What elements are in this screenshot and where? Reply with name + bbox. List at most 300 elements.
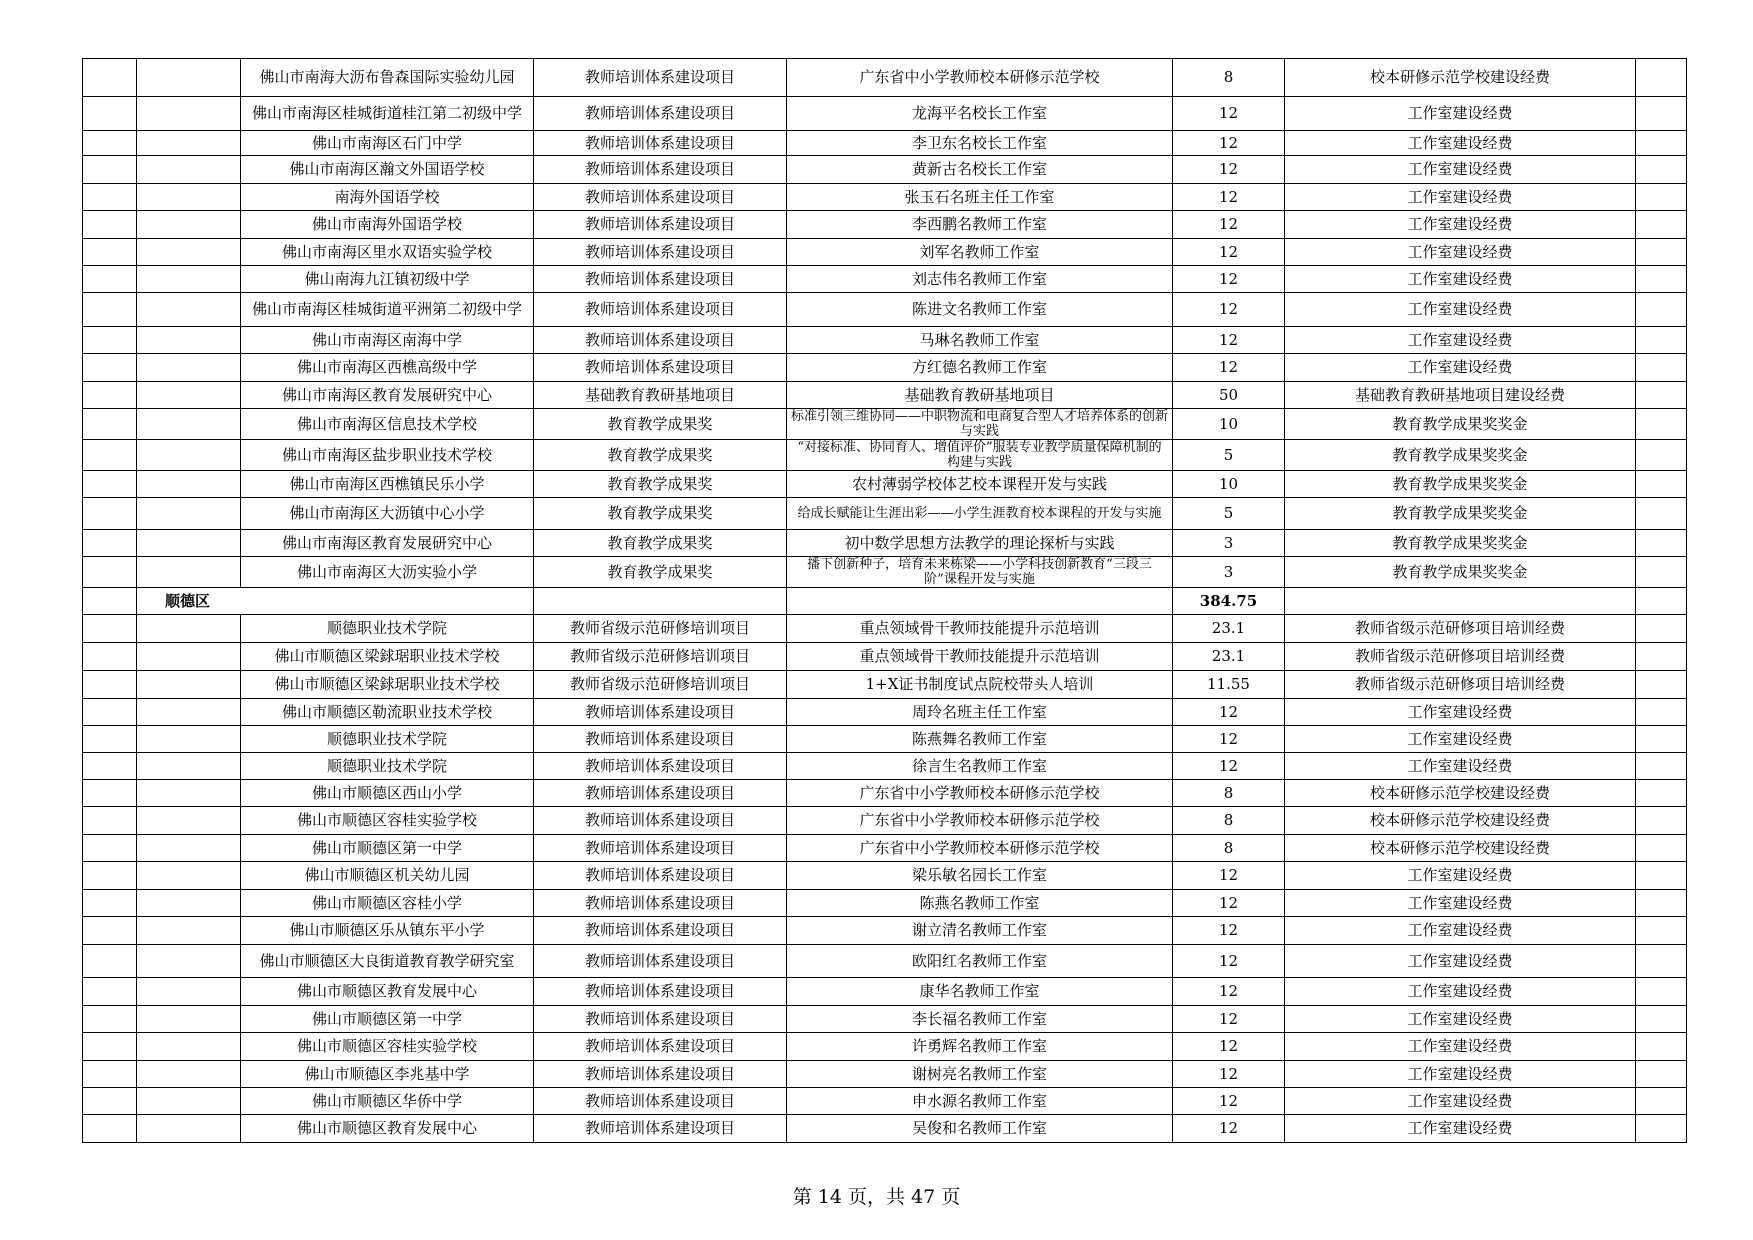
table-row bbox=[83, 780, 1687, 807]
project-cell bbox=[787, 131, 1173, 156]
purpose-text: 教育教学成果奖奖金 bbox=[1392, 533, 1528, 552]
index-cell bbox=[83, 97, 137, 131]
amount-text: 8 bbox=[1223, 68, 1234, 86]
category-cell bbox=[534, 327, 787, 354]
category-text: 教师培训体系建设项目 bbox=[584, 866, 735, 884]
purpose-cell bbox=[1285, 978, 1636, 1006]
unit-cell bbox=[241, 1115, 534, 1143]
amount-cell bbox=[1173, 671, 1285, 699]
index-cell bbox=[83, 327, 137, 354]
group-cell bbox=[137, 97, 241, 131]
table-row bbox=[83, 890, 1687, 917]
category-text: 教师培训体系建设项目 bbox=[584, 1037, 735, 1055]
category-text: 教师培训体系建设项目 bbox=[584, 104, 735, 122]
unit-text: 佛山市南海区大沥镇中心小学 bbox=[289, 505, 485, 522]
unit-cell bbox=[241, 780, 534, 807]
project-text: 基础教育教研基地项目 bbox=[904, 385, 1055, 404]
amount-text: 10 bbox=[1218, 414, 1239, 433]
note-cell bbox=[1636, 184, 1687, 211]
unit-cell bbox=[241, 753, 534, 780]
group-cell bbox=[137, 753, 241, 780]
purpose-cell bbox=[1285, 1033, 1636, 1061]
group-cell bbox=[137, 862, 241, 890]
project-cell bbox=[787, 699, 1173, 726]
purpose-cell bbox=[1285, 643, 1636, 671]
index-cell bbox=[83, 266, 137, 293]
project-cell bbox=[787, 1033, 1173, 1061]
amount-cell bbox=[1173, 726, 1285, 753]
category-cell bbox=[534, 1033, 787, 1061]
category-text: 教师省级示范研修培训项目 bbox=[569, 675, 750, 693]
category-text: 教育教学成果奖 bbox=[607, 533, 713, 552]
project-text: 张玉石名班主任工作室 bbox=[904, 187, 1055, 206]
category-text: 教师培训体系建设项目 bbox=[584, 1119, 735, 1137]
amount-text: 12 bbox=[1218, 893, 1239, 912]
unit-text: 佛山市顺德区第一中学 bbox=[311, 839, 462, 857]
group-cell bbox=[137, 945, 241, 978]
purpose-text: 校本研修示范学校建设经费 bbox=[1369, 811, 1550, 829]
purpose-text: 教育教学成果奖奖金 bbox=[1392, 504, 1528, 522]
note-cell bbox=[1636, 1061, 1687, 1088]
unit-cell bbox=[241, 1088, 534, 1115]
index-cell bbox=[83, 156, 137, 184]
index-cell bbox=[83, 726, 137, 753]
project-text: 标准引领三维协同——中职物流和电商复合型人才培养体系的创新与实践 bbox=[791, 409, 1168, 439]
unit-text: 佛山市顺德区容桂实验学校 bbox=[296, 1038, 477, 1055]
unit-cell bbox=[241, 1006, 534, 1033]
group-cell bbox=[137, 917, 241, 945]
purpose-cell bbox=[1285, 557, 1636, 588]
purpose-cell bbox=[1285, 917, 1636, 945]
project-text: 李西鹏名教师工作室 bbox=[911, 215, 1047, 233]
amount-text: 12 bbox=[1218, 756, 1239, 775]
table-row bbox=[83, 266, 1687, 293]
category-cell bbox=[534, 978, 787, 1006]
category-text: 教师培训体系建设项目 bbox=[584, 702, 735, 721]
category-cell bbox=[534, 890, 787, 917]
unit-text: 佛山南海九江镇初级中学 bbox=[304, 270, 470, 288]
unit-text: 佛山市顺德区大良街道教育教学研究室 bbox=[259, 952, 515, 970]
category-cell bbox=[534, 211, 787, 239]
project-text: 李长福名教师工作室 bbox=[911, 1009, 1047, 1028]
amount-cell bbox=[1173, 890, 1285, 917]
category-text: 教师培训体系建设项目 bbox=[584, 215, 735, 233]
amount-text: 12 bbox=[1218, 358, 1239, 376]
category-cell bbox=[534, 293, 787, 327]
amount-text: 12 bbox=[1218, 242, 1239, 261]
project-text: 马琳名教师工作室 bbox=[919, 330, 1040, 349]
project-text: 广东省中小学教师校本研修示范学校 bbox=[859, 783, 1100, 802]
amount-cell bbox=[1173, 1061, 1285, 1088]
index-cell bbox=[83, 557, 137, 588]
unit-text: 佛山市顺德区李兆基中学 bbox=[304, 1065, 470, 1083]
unit-text: 佛山市南海区西樵高级中学 bbox=[296, 359, 477, 376]
index-cell bbox=[83, 753, 137, 780]
category-text: 教师培训体系建设项目 bbox=[584, 187, 735, 206]
category-cell bbox=[534, 97, 787, 131]
amount-cell bbox=[1173, 615, 1285, 643]
unit-text: 顺德职业技术学院 bbox=[326, 757, 447, 775]
note-cell bbox=[1636, 354, 1687, 382]
project-text: 陈燕舞名教师工作室 bbox=[911, 729, 1047, 748]
table-row bbox=[83, 1033, 1687, 1061]
group-cell bbox=[137, 780, 241, 807]
note-cell bbox=[1636, 382, 1687, 409]
project-cell bbox=[787, 780, 1173, 807]
unit-cell bbox=[241, 807, 534, 835]
amount-text: 11.55 bbox=[1207, 675, 1250, 693]
unit-cell bbox=[241, 498, 534, 530]
group-cell bbox=[137, 1006, 241, 1033]
unit-cell bbox=[241, 211, 534, 239]
purpose-cell bbox=[1285, 266, 1636, 293]
category-cell bbox=[534, 862, 787, 890]
amount-cell bbox=[1173, 643, 1285, 671]
purpose-text: 教育教学成果奖奖金 bbox=[1392, 474, 1528, 493]
note-cell bbox=[1636, 156, 1687, 184]
amount-cell bbox=[1173, 1006, 1285, 1033]
category-cell bbox=[534, 1088, 787, 1115]
index-cell bbox=[83, 498, 137, 530]
note-cell bbox=[1636, 807, 1687, 835]
category-cell bbox=[534, 753, 787, 780]
note-cell bbox=[1636, 59, 1687, 97]
amount-cell bbox=[1173, 1088, 1285, 1115]
table-row bbox=[83, 97, 1687, 131]
purpose-cell bbox=[1285, 862, 1636, 890]
project-cell bbox=[787, 530, 1173, 557]
note-cell bbox=[1636, 266, 1687, 293]
category-text: 基础教育教研基地项目 bbox=[584, 385, 735, 404]
group-cell bbox=[137, 59, 241, 97]
unit-text: 佛山市南海区石门中学 bbox=[311, 134, 462, 152]
purpose-cell bbox=[1285, 293, 1636, 327]
index-cell bbox=[83, 131, 137, 156]
project-text: 广东省中小学教师校本研修示范学校 bbox=[859, 68, 1100, 86]
category-text: 教师培训体系建设项目 bbox=[584, 1009, 735, 1028]
unit-cell bbox=[241, 615, 534, 643]
note-cell bbox=[1636, 890, 1687, 917]
amount-text: 12 bbox=[1218, 1119, 1239, 1137]
amount-cell bbox=[1173, 471, 1285, 498]
amount-cell bbox=[1173, 699, 1285, 726]
purpose-cell bbox=[1285, 1115, 1636, 1143]
category-cell bbox=[534, 1115, 787, 1143]
project-text: 徐言生名教师工作室 bbox=[911, 756, 1047, 775]
purpose-cell bbox=[1285, 726, 1636, 753]
district-empty-cell bbox=[1636, 588, 1687, 615]
table-row bbox=[83, 382, 1687, 409]
amount-text: 12 bbox=[1218, 300, 1239, 318]
unit-text: 佛山市顺德区第一中学 bbox=[311, 1010, 462, 1028]
project-cell bbox=[787, 615, 1173, 643]
purpose-text: 工作室建设经费 bbox=[1407, 1064, 1513, 1083]
table-row bbox=[83, 945, 1687, 978]
purpose-cell bbox=[1285, 131, 1636, 156]
table-row bbox=[83, 156, 1687, 184]
index-cell bbox=[83, 1033, 137, 1061]
index-cell bbox=[83, 239, 137, 266]
table-row bbox=[83, 671, 1687, 699]
category-cell bbox=[534, 699, 787, 726]
purpose-text: 工作室建设经费 bbox=[1407, 104, 1513, 122]
project-text: 刘军名教师工作室 bbox=[919, 242, 1040, 261]
project-cell bbox=[787, 184, 1173, 211]
amount-text: 12 bbox=[1218, 866, 1239, 884]
unit-cell bbox=[241, 354, 534, 382]
note-cell bbox=[1636, 671, 1687, 699]
purpose-text: 校本研修示范学校建设经费 bbox=[1369, 838, 1550, 857]
project-text: 播下创新种子，培育未来栋梁——小学科技创新教育“三段三阶”课程开发与实施 bbox=[807, 557, 1152, 587]
category-cell bbox=[534, 156, 787, 184]
amount-cell bbox=[1173, 239, 1285, 266]
unit-cell bbox=[241, 945, 534, 978]
group-cell bbox=[137, 835, 241, 862]
index-cell bbox=[83, 780, 137, 807]
category-text: 教师培训体系建设项目 bbox=[584, 811, 735, 829]
project-cell bbox=[787, 807, 1173, 835]
table-row bbox=[83, 978, 1687, 1006]
purpose-text: 校本研修示范学校建设经费 bbox=[1369, 783, 1550, 802]
index-cell bbox=[83, 440, 137, 471]
group-cell bbox=[137, 726, 241, 753]
category-cell bbox=[534, 530, 787, 557]
group-cell bbox=[137, 1061, 241, 1088]
group-cell bbox=[137, 293, 241, 327]
project-cell bbox=[787, 440, 1173, 471]
group-cell bbox=[137, 699, 241, 726]
purpose-text: 工作室建设经费 bbox=[1407, 893, 1513, 912]
purpose-cell bbox=[1285, 354, 1636, 382]
note-cell bbox=[1636, 1006, 1687, 1033]
project-cell bbox=[787, 978, 1173, 1006]
purpose-text: 校本研修示范学校建设经费 bbox=[1369, 68, 1550, 86]
category-cell bbox=[534, 239, 787, 266]
unit-text: 佛山市顺德区容桂实验学校 bbox=[296, 812, 477, 829]
purpose-cell bbox=[1285, 699, 1636, 726]
note-cell bbox=[1636, 440, 1687, 471]
unit-cell bbox=[241, 1061, 534, 1088]
purpose-text: 教师省级示范研修项目培训经费 bbox=[1354, 647, 1565, 665]
purpose-cell bbox=[1285, 59, 1636, 97]
category-cell bbox=[534, 807, 787, 835]
project-cell bbox=[787, 266, 1173, 293]
index-cell bbox=[83, 354, 137, 382]
category-text: 教育教学成果奖 bbox=[607, 474, 713, 493]
district-row bbox=[83, 588, 1687, 615]
purpose-text: 教师省级示范研修项目培训经费 bbox=[1354, 675, 1565, 693]
index-cell bbox=[83, 615, 137, 643]
note-cell bbox=[1636, 498, 1687, 530]
table-row bbox=[83, 615, 1687, 643]
purpose-cell bbox=[1285, 1088, 1636, 1115]
category-cell bbox=[534, 409, 787, 440]
purpose-text: 工作室建设经费 bbox=[1407, 300, 1513, 318]
category-cell bbox=[534, 131, 787, 156]
project-text: 重点领域骨干教师技能提升示范培训 bbox=[859, 647, 1100, 665]
table-row bbox=[83, 293, 1687, 327]
unit-cell bbox=[241, 59, 534, 97]
purpose-cell bbox=[1285, 1061, 1636, 1088]
category-cell bbox=[534, 184, 787, 211]
table-row bbox=[83, 440, 1687, 471]
unit-cell bbox=[241, 131, 534, 156]
table-row bbox=[83, 835, 1687, 862]
group-cell bbox=[137, 1088, 241, 1115]
purpose-text: 工作室建设经费 bbox=[1407, 1009, 1513, 1028]
category-cell bbox=[534, 471, 787, 498]
amount-text: 12 bbox=[1218, 1009, 1239, 1028]
purpose-cell bbox=[1285, 440, 1636, 471]
amount-cell bbox=[1173, 131, 1285, 156]
note-cell bbox=[1636, 471, 1687, 498]
purpose-cell bbox=[1285, 671, 1636, 699]
purpose-text: 工作室建设经费 bbox=[1407, 358, 1513, 376]
group-cell bbox=[137, 131, 241, 156]
note-cell bbox=[1636, 726, 1687, 753]
project-cell bbox=[787, 59, 1173, 97]
index-cell bbox=[83, 293, 137, 327]
table-row bbox=[83, 557, 1687, 588]
group-cell bbox=[137, 498, 241, 530]
group-cell bbox=[137, 1033, 241, 1061]
unit-text: 佛山市南海区南海中学 bbox=[311, 331, 462, 349]
category-text: 教育教学成果奖 bbox=[607, 504, 713, 522]
project-text: 许勇辉名教师工作室 bbox=[911, 1037, 1047, 1055]
project-text: 周玲名班主任工作室 bbox=[911, 702, 1047, 721]
project-text: 李卫东名校长工作室 bbox=[911, 133, 1047, 152]
index-cell bbox=[83, 382, 137, 409]
category-cell bbox=[534, 835, 787, 862]
table-row bbox=[83, 726, 1687, 753]
project-cell bbox=[787, 753, 1173, 780]
group-cell bbox=[137, 211, 241, 239]
purpose-cell bbox=[1285, 945, 1636, 978]
index-cell bbox=[83, 807, 137, 835]
purpose-text: 工作室建设经费 bbox=[1407, 702, 1513, 721]
amount-text: 50 bbox=[1218, 385, 1239, 404]
index-cell bbox=[83, 1006, 137, 1033]
amount-text: 12 bbox=[1218, 133, 1239, 152]
group-cell bbox=[137, 890, 241, 917]
category-cell bbox=[534, 1061, 787, 1088]
note-cell bbox=[1636, 409, 1687, 440]
district-name: 顺德区 bbox=[137, 588, 534, 615]
note-cell bbox=[1636, 753, 1687, 780]
category-cell bbox=[534, 266, 787, 293]
table-row bbox=[83, 211, 1687, 239]
purpose-cell bbox=[1285, 530, 1636, 557]
unit-cell bbox=[241, 293, 534, 327]
category-cell bbox=[534, 382, 787, 409]
index-cell bbox=[83, 917, 137, 945]
purpose-cell bbox=[1285, 753, 1636, 780]
unit-text: 佛山市南海区大沥实验小学 bbox=[296, 563, 477, 581]
amount-cell bbox=[1173, 1033, 1285, 1061]
unit-cell bbox=[241, 156, 534, 184]
amount-cell bbox=[1173, 440, 1285, 471]
table-row bbox=[83, 354, 1687, 382]
note-cell bbox=[1636, 643, 1687, 671]
purpose-cell bbox=[1285, 382, 1636, 409]
group-cell bbox=[137, 382, 241, 409]
purpose-cell bbox=[1285, 184, 1636, 211]
project-text: “对接标准、协同育人、增值评价”服装专业教学质量保障机制的构建与实践 bbox=[797, 440, 1162, 470]
index-cell bbox=[83, 1115, 137, 1143]
unit-cell bbox=[241, 557, 534, 588]
purpose-text: 工作室建设经费 bbox=[1407, 133, 1513, 152]
category-cell bbox=[534, 557, 787, 588]
table-row bbox=[83, 1061, 1687, 1088]
page-footer: 第 14 页，共 47 页 bbox=[792, 1186, 961, 1208]
category-text: 教师培训体系建设项目 bbox=[584, 330, 735, 349]
amount-cell bbox=[1173, 409, 1285, 440]
unit-text: 佛山市南海外国语学校 bbox=[311, 216, 462, 233]
project-cell bbox=[787, 156, 1173, 184]
unit-text: 佛山市顺德区机关幼儿园 bbox=[304, 867, 470, 884]
district-index-cell bbox=[83, 588, 137, 615]
purpose-text: 工作室建设经费 bbox=[1407, 269, 1513, 288]
purpose-text: 工作室建设经费 bbox=[1407, 330, 1513, 349]
note-cell bbox=[1636, 615, 1687, 643]
unit-cell bbox=[241, 471, 534, 498]
project-text: 黄新古名校长工作室 bbox=[911, 160, 1047, 178]
category-text: 教师培训体系建设项目 bbox=[584, 982, 735, 1000]
unit-cell bbox=[241, 862, 534, 890]
table-row bbox=[83, 753, 1687, 780]
category-text: 教师培训体系建设项目 bbox=[584, 300, 735, 318]
amount-text: 12 bbox=[1218, 269, 1239, 288]
group-cell bbox=[137, 184, 241, 211]
unit-cell bbox=[241, 671, 534, 699]
project-cell bbox=[787, 643, 1173, 671]
category-text: 教师培训体系建设项目 bbox=[584, 358, 735, 376]
project-cell bbox=[787, 671, 1173, 699]
purpose-text: 教育教学成果奖奖金 bbox=[1392, 414, 1528, 433]
purpose-cell bbox=[1285, 890, 1636, 917]
note-cell bbox=[1636, 1088, 1687, 1115]
category-text: 教师培训体系建设项目 bbox=[584, 1091, 735, 1110]
amount-text: 12 bbox=[1218, 982, 1239, 1000]
note-cell bbox=[1636, 1033, 1687, 1061]
project-cell bbox=[787, 1115, 1173, 1143]
table-row bbox=[83, 807, 1687, 835]
amount-cell bbox=[1173, 59, 1285, 97]
category-text: 教师培训体系建设项目 bbox=[584, 756, 735, 775]
index-cell bbox=[83, 643, 137, 671]
unit-text: 佛山市顺德区乐从镇东平小学 bbox=[289, 922, 485, 939]
table-row bbox=[83, 498, 1687, 530]
index-cell bbox=[83, 409, 137, 440]
amount-cell bbox=[1173, 327, 1285, 354]
amount-cell bbox=[1173, 917, 1285, 945]
note-cell bbox=[1636, 239, 1687, 266]
amount-text: 23.1 bbox=[1211, 619, 1246, 637]
project-cell bbox=[787, 890, 1173, 917]
note-cell bbox=[1636, 327, 1687, 354]
purpose-text: 工作室建设经费 bbox=[1407, 729, 1513, 748]
district-empty-cell bbox=[534, 588, 787, 615]
project-cell bbox=[787, 917, 1173, 945]
index-cell bbox=[83, 699, 137, 726]
index-cell bbox=[83, 530, 137, 557]
category-text: 教师培训体系建设项目 bbox=[584, 921, 735, 939]
unit-text: 顺德职业技术学院 bbox=[326, 730, 447, 748]
category-cell bbox=[534, 59, 787, 97]
group-cell bbox=[137, 1115, 241, 1143]
note-cell bbox=[1636, 530, 1687, 557]
amount-cell bbox=[1173, 211, 1285, 239]
